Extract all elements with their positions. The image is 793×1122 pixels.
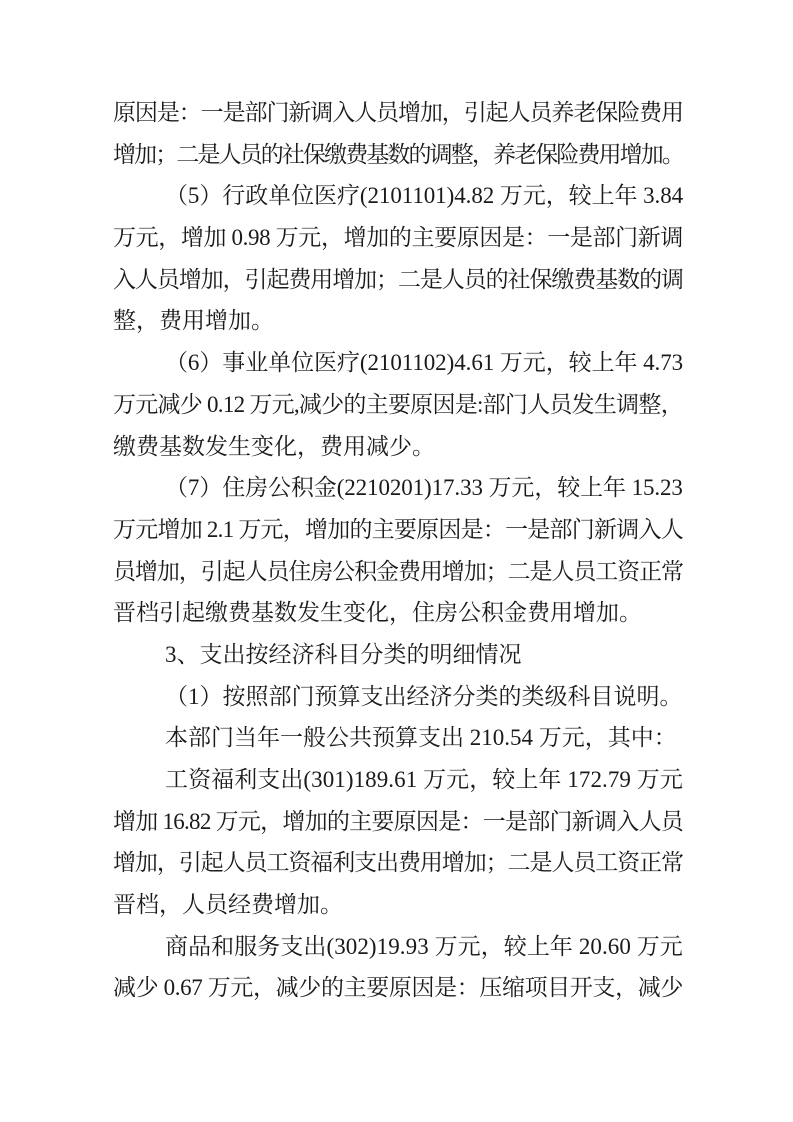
text-line: 原因是：一是部门新调入人员增加，引起人员养老保险费用 bbox=[113, 100, 683, 125]
text-line: 减少 0.67 万元，减少的主要原因是：压缩项目开支，减少 bbox=[113, 975, 684, 1001]
text-line: 员增加，引起人员住房公积金费用增加；二是人员工资正常 bbox=[113, 558, 683, 584]
text-line: （7）住房公积金(2210201)17.33 万元，较上年 15.23 bbox=[165, 475, 683, 501]
text-line: 增加 16.82 万元，增加的主要原因是：一是部门新调入人员 bbox=[113, 808, 684, 834]
text-line: 缴费基数发生变化，费用减少。 bbox=[113, 433, 435, 459]
text-line: 晋档引起缴费基数发生变化，住房公积金费用增加。 bbox=[113, 600, 642, 626]
text-line: 增加，引起人员工资福利支出费用增加；二是人员工资正常 bbox=[113, 850, 683, 876]
text-line: （5）行政单位医疗(2101101)4.82 万元，较上年 3.84 bbox=[165, 183, 684, 209]
text-line: 晋档，人员经费增加。 bbox=[113, 892, 343, 918]
document-body bbox=[113, 92, 683, 1009]
text-line: 整，费用增加。 bbox=[113, 308, 274, 334]
text-line: 万元增加 2.1 万元，增加的主要原因是：一是部门新调入人 bbox=[113, 516, 683, 542]
text-line: 万元减少 0.12 万元,减少的主要原因是:部门人员发生调整， bbox=[113, 391, 683, 417]
text-line: 万元，增加 0.98 万元，增加的主要原因是：一是部门新调 bbox=[113, 225, 684, 251]
text-line: 工资福利支出(301)189.61 万元，较上年 172.79 万元 bbox=[165, 767, 683, 792]
text-line: 商品和服务支出(302)19.93 万元，较上年 20.60 万元 bbox=[165, 933, 683, 959]
text-line: （1）按照部门预算支出经济分类的类级科目说明。 bbox=[165, 683, 683, 709]
text-line: 入人员增加，引起费用增加；二是人员的社保缴费基数的调 bbox=[113, 266, 683, 292]
text-line: （6）事业单位医疗(2101102)4.61 万元，较上年 4.73 bbox=[165, 350, 684, 376]
text-line: 增加；二是人员的社保缴费基数的调整，养老保险费用增加。 bbox=[113, 141, 683, 167]
text-line: 本部门当年一般公共预算支出 210.54 万元，其中： bbox=[165, 725, 677, 751]
text-line: 3、支出按经济科目分类的明细情况 bbox=[165, 641, 522, 667]
